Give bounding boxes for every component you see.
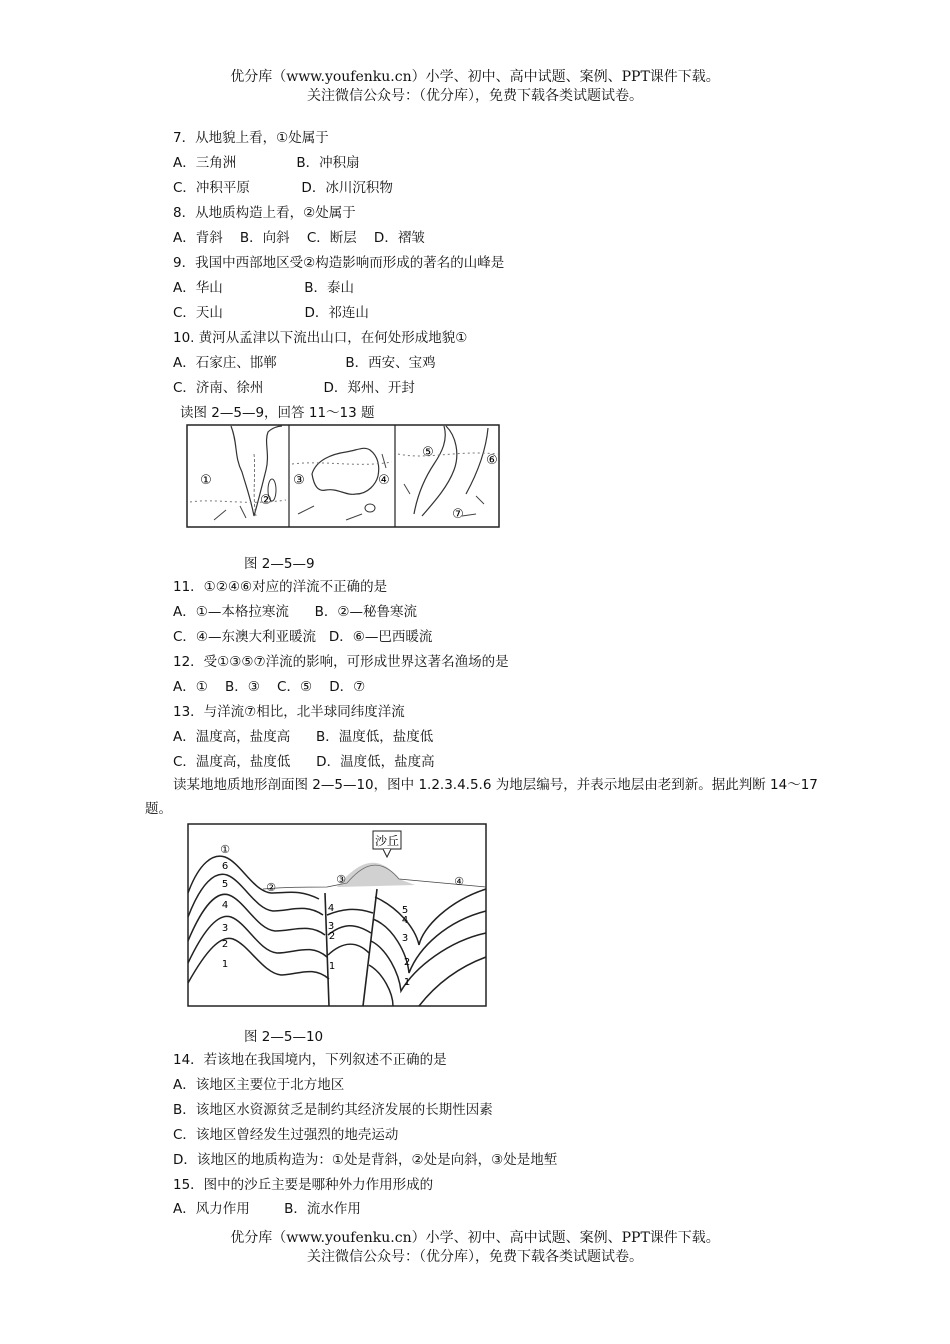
question-7-options-2: C．冲积平原 D．冰川沉积物 [173, 180, 393, 196]
dune-label: 沙丘 [374, 834, 400, 848]
mid-layer-3: 3 [327, 921, 335, 932]
question-13-options-1: A．温度高，盐度高 B．温度低，盐度低 [173, 729, 434, 745]
right-layer-3: 3 [401, 933, 409, 944]
question-11-options-2: C．④—东澳大利亚暖流 D．⑥—巴西暖流 [173, 629, 433, 645]
left-layer-5: 5 [221, 879, 229, 890]
header-line-1: 优分库（www.youfenku.cn）小学、初中、高中试题、案例、PPT课件下载。 [230, 69, 720, 85]
current-label-2: ② [260, 493, 272, 508]
site-label-2: ② [266, 881, 276, 894]
question-14-option-c: C．该地区曾经发生过强烈的地壳运动 [173, 1127, 399, 1143]
question-11-options-1: A．①—本格拉寒流 B．②—秘鲁寒流 [173, 604, 417, 620]
current-label-7: ⑦ [452, 507, 464, 522]
question-14-option-b: B．该地区水资源贫乏是制约其经济发展的长期性因素 [173, 1102, 493, 1118]
question-9-options-1: A．华山 B．泰山 [173, 280, 355, 296]
left-layer-2: 2 [221, 939, 229, 950]
left-layer-3: 3 [221, 923, 229, 934]
geologic-section [187, 823, 487, 1007]
question-10-options-1: A．石家庄、邯郸 B．西安、宝鸡 [173, 355, 436, 371]
ocean-current-figure [186, 424, 500, 528]
left-layer-1: 1 [221, 959, 229, 970]
question-15: 15．图中的沙丘主要是哪种外力作用形成的 [173, 1177, 434, 1193]
figure-2-caption: 图 2—5—10 [244, 1029, 324, 1045]
question-12-options: A．① B．③ C．⑤ D．⑦ [173, 679, 366, 695]
question-7-options-1: A．三角洲 B．冲积扇 [173, 155, 360, 171]
question-9: 9．我国中西部地区受②构造影响而形成的著名的山峰是 [173, 255, 505, 271]
question-12: 12．受①③⑤⑦洋流的影响，可形成世界这著名渔场的是 [173, 654, 509, 670]
question-14: 14．若该地在我国境内，下列叙述不正确的是 [173, 1052, 447, 1068]
question-9-options-2: C．天山 D．祁连山 [173, 305, 369, 321]
question-13-options-2: C．温度高，盐度低 D．温度低，盐度高 [173, 754, 435, 770]
geologic-section-figure [187, 823, 487, 1007]
mid-layer-2: 2 [328, 931, 336, 942]
right-layer-1: 1 [403, 977, 411, 988]
current-label-4: ④ [378, 473, 390, 488]
footer-line-2: 关注微信公众号：（优分库），免费下载各类试题试卷。 [307, 1249, 643, 1265]
site-label-1: ① [220, 843, 230, 856]
question-13: 13．与洋流⑦相比，北半球同纬度洋流 [173, 704, 405, 720]
left-layer-6: 6 [221, 861, 229, 872]
site-label-4: ④ [454, 875, 464, 888]
mid-layer-4: 4 [327, 903, 335, 914]
right-layer-5: 5 [401, 905, 409, 916]
question-7: 7．从地貌上看，①处属于 [173, 130, 329, 146]
right-layer-4: 4 [401, 915, 409, 926]
right-layer-2: 2 [403, 957, 411, 968]
question-14-option-d: D．该地区的地质构造为：①处是背斜，②处是向斜，③处是地堑 [173, 1152, 558, 1168]
current-label-1: ① [200, 473, 212, 488]
question-10-options-2: C．济南、徐州 D．郑州、开封 [173, 380, 415, 396]
current-label-6: ⑥ [486, 453, 498, 468]
question-14-option-a: A．该地区主要位于北方地区 [173, 1077, 345, 1093]
ocean-current-map [186, 424, 500, 528]
question-10: 10. 黄河从孟津以下流出山口，在何处形成地貌① [173, 330, 468, 346]
figure-2-intro: 读某地地质地形剖面图 2—5—10，图中 1.2.3.4.5.6 为地层编号，并表示地层由老到新。据此判断 14～17 题。 [145, 777, 818, 817]
mid-layer-1: 1 [328, 961, 336, 972]
site-label-3: ③ [336, 873, 346, 886]
question-11: 11．①②④⑥对应的洋流不正确的是 [173, 579, 388, 595]
question-8-options: A．背斜 B．向斜 C．断层 D．褶皱 [173, 230, 425, 246]
left-layer-4: 4 [221, 900, 229, 911]
figure-1-intro: 读图 2—5—9，回答 11～13 题 [180, 405, 375, 421]
current-label-3: ③ [293, 473, 305, 488]
current-label-5: ⑤ [422, 445, 434, 460]
figure-1-caption: 图 2—5—9 [244, 556, 315, 572]
question-8: 8．从地质构造上看，②处属于 [173, 205, 356, 221]
question-15-options: A．风力作用 B．流水作用 [173, 1201, 361, 1217]
footer-line-1: 优分库（www.youfenku.cn）小学、初中、高中试题、案例、PPT课件下载。 [230, 1230, 720, 1246]
header-line-2: 关注微信公众号：（优分库），免费下载各类试题试卷。 [307, 88, 643, 104]
